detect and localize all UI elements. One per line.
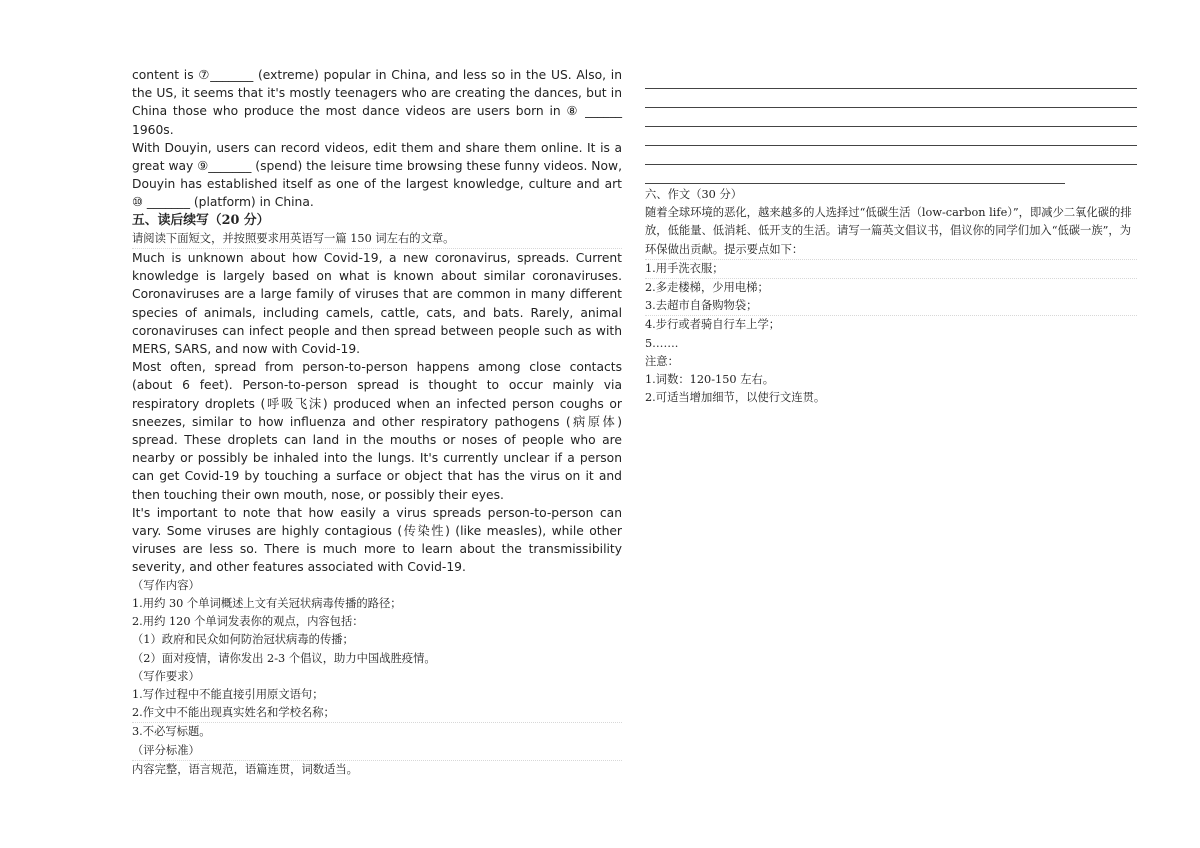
content-item: 2.用约 120 个单词发表你的观点，内容包括： — [132, 615, 364, 629]
section5-title: 五、读后续写（20 分） — [132, 212, 270, 228]
evaluation-title: （评分标准） — [132, 742, 622, 761]
content-title: （写作内容） — [132, 578, 200, 592]
answer-line[interactable] — [645, 165, 1065, 184]
answer-line[interactable] — [645, 108, 1137, 127]
answer-lines[interactable] — [645, 66, 1137, 184]
note-item: 1.词数：120-150 左右。 — [645, 373, 775, 387]
hint-point: 1.用手洗衣服； — [645, 260, 1137, 279]
section5-instruction: 请阅读下面短文，并按照要求用英语写一篇 150 词左右的文章。 — [132, 230, 622, 249]
content-item: 1.用约 30 个单词概述上文有关冠状病毒传播的路径； — [132, 596, 402, 610]
passage-paragraph: Most often, spread from person-to-person happens among close contacts (about 6 feet). Person-to-person spread is thought to occur mainly via respiratory droplets (呼吸飞沫) produced when an infected person coughs or sneezes, similar to how influenza and other respiratory pathogens (病原体) spread. These droplets can land in the mouths or noses of people who are nearby or possibly be inhaled into the lungs. It's currently unclear if a person can get Covid-19 by touching a surface or object that has the virus on it and then touching their own mouth, nose, or possibly their eyes. — [132, 360, 622, 502]
requirement-item: 3.不必写标题。 — [132, 725, 211, 739]
content-item: （1）政府和民众如何防治冠状病毒的传播； — [132, 633, 354, 647]
answer-line[interactable] — [645, 70, 1137, 89]
note-title: 注意： — [645, 354, 679, 368]
cloze-paragraph: With Douyin, users can record videos, edit them and share them online. It is a great way ⑨_______ (spend) the leisure time browsing these funny videos. Now, Douyin has established itself as one of the largest knowledge, culture and art ⑩ _______ (platform) in China. — [132, 140, 622, 210]
answer-line[interactable] — [645, 146, 1137, 165]
evaluation-text: 内容完整，语言规范，语篇连贯，词数适当。 — [132, 762, 358, 776]
requirement-item: 2.作文中不能出现真实姓名和学校名称； — [132, 704, 622, 723]
passage-paragraph: Much is unknown about how Covid-19, a new coronavirus, spreads. Current knowledge is largely based on what is known about similar coronaviruses. Coronaviruses are a large family of viruses that are common in many different species of animals, including camels, cattle, cats, and bats. Rarely, animal coronaviruses can infect people and then spread between people such as with MERS, SARS, and now with Covid-19. — [132, 251, 622, 357]
left-column — [132, 66, 622, 779]
hint-point: 4.步行或者骑自行车上学； — [645, 318, 781, 332]
requirement-item: 1.写作过程中不能直接引用原文语句； — [132, 687, 324, 701]
requirements-title: （写作要求） — [132, 669, 200, 683]
hint-point: 2.多走楼梯，少用电梯； — [645, 281, 769, 295]
section6-title: 六、作文（30 分） — [645, 188, 743, 201]
passage-paragraph: It's important to note that how easily a virus spreads person-to-person can vary. Some viruses are highly contagious (传染性) (like measles), while other viruses are less so. There is much more to learn about the transmissibility severity, and other features associated with Covid-19. — [132, 505, 622, 575]
answer-line[interactable] — [645, 127, 1137, 146]
content-item: （2）面对疫情，请你发出 2-3 个倡议，助力中国战胜疫情。 — [132, 651, 436, 665]
cloze-paragraph: content is ⑦_______ (extreme) popular in China, and less so in the US. Also, in the US, it seems that it's mostly teenagers who are creating the dances, but in China those who produce the most dance videos are users born in ⑧ ______ 1960s. — [132, 68, 622, 137]
right-column — [645, 66, 1137, 407]
answer-line[interactable] — [645, 89, 1137, 108]
section6-intro: 随着全球环境的恶化，越来越多的人选择过“低碳生活（low-carbon life）”，即减少二氧化碳的排放，低能量、低消耗、低开支的生活。请写一篇英文倡议书，倡议你的同学们加入“低碳一族”，为环保做出贡献。提示要点如下： — [645, 204, 1137, 260]
hint-point: 5……. — [645, 336, 679, 350]
hint-point: 3.去超市自备购物袋； — [645, 297, 1137, 316]
note-item: 2.可适当增加细节，以使行文连贯。 — [645, 391, 826, 405]
